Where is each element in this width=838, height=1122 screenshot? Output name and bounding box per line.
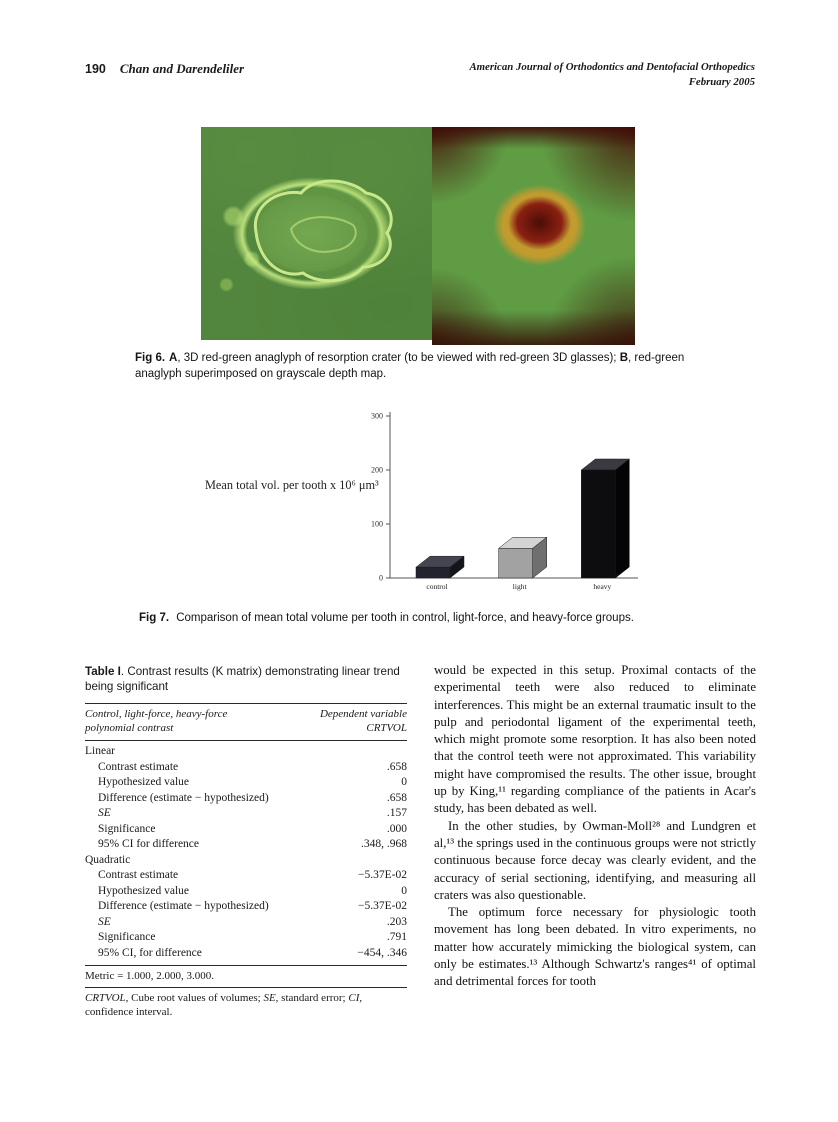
body-paragraph: In the other studies, by Owman-Moll²⁸ and Lundgren et al,¹³ the springs used in the continuous groups were not strictly continuous because force decay was clearly evident, and the accuracy of serial sectioning, identifying, and measuring all craters was also questionable. <box>434 818 756 902</box>
contrast-results-table <box>85 744 407 961</box>
table-title-label: Table I <box>85 665 121 678</box>
running-head-left <box>85 60 244 78</box>
running-head-right <box>469 60 755 89</box>
table-row <box>85 853 407 869</box>
fig6-part-b-label: B <box>619 352 628 364</box>
row-label: SE <box>98 807 111 819</box>
row-label: Difference (estimate − hypothesized) <box>98 900 269 912</box>
running-authors: Chan and Darendeliler <box>119 61 245 76</box>
row-value: .791 <box>386 931 407 943</box>
table-footnote-abbreviations: CRTVOL, Cube root values of volumes; SE, standard error; CI, confidence interval. <box>85 992 363 1018</box>
fig6-part-a-label: A <box>169 352 178 364</box>
fig6-caption-label: Fig 6. <box>135 352 166 364</box>
bar-heavy <box>581 470 615 578</box>
table-header-rule <box>85 740 407 741</box>
body-paragraph: would be expected in this setup. Proximal contacts of the experimental teeth were also reduced to eliminate interferences. This might be an external traumatic insult to the pulp and periodontal ligament of the experimental teeth, which might promote some resorption. It has also been noted that the control teeth were not approximated. This variability might have compromised the results. The other issue, brought up by King,¹¹ regarding compliance of the patients in Acar's study, has been debated as well. <box>434 663 756 816</box>
table-row <box>85 837 407 853</box>
row-value: .658 <box>386 791 407 804</box>
table-col2-header: Dependent variable CRTVOL <box>319 708 407 734</box>
table-row <box>85 822 407 838</box>
table-body <box>85 744 407 961</box>
x-category-label: control <box>426 582 448 591</box>
fig6-caption-text-b: , red-green anaglyph superimposed on grayscale depth map. <box>135 352 685 380</box>
table-row <box>85 775 407 791</box>
journal-issue: February 2005 <box>688 75 755 88</box>
y-tick-label: 100 <box>371 519 383 529</box>
fig7-caption-label: Fig 7. <box>139 612 170 624</box>
table-row <box>85 899 407 915</box>
figure6 <box>201 127 635 345</box>
bar-side-face <box>615 459 629 578</box>
journal-name: American Journal of Orthodontics and Dentofacial Orthopedics <box>469 61 755 73</box>
y-tick-label: 300 <box>371 411 383 421</box>
row-value: −5.37E-02 <box>358 869 407 881</box>
row-value: 0 <box>401 776 407 788</box>
table-row <box>85 744 407 760</box>
table-header-row <box>85 704 407 740</box>
row-label: Significance <box>98 931 156 943</box>
bar-light <box>499 548 533 578</box>
row-label: Contrast estimate <box>98 869 179 881</box>
body-text-column <box>434 662 756 991</box>
row-value: 0 <box>401 884 407 897</box>
table-row <box>85 791 407 807</box>
fig7-caption-text: Comparison of mean total volume per tooth in control, light-force, and heavy-force groups. <box>173 612 634 624</box>
table-row <box>85 915 407 931</box>
row-value <box>339 853 407 869</box>
row-value: −5.37E-02 <box>358 900 407 912</box>
table-row <box>85 946 407 962</box>
table-col1-header: Control, light-force, heavy-force polynomial contrast <box>85 708 228 734</box>
table-row <box>85 806 407 822</box>
row-label: Contrast estimate <box>98 760 179 773</box>
fig7-caption <box>139 611 739 627</box>
row-label: 95% CI for difference <box>98 838 200 850</box>
figure7-chart <box>200 406 660 602</box>
row-value: −454, .346 <box>357 946 407 959</box>
table-row <box>85 930 407 946</box>
table-row <box>85 884 407 900</box>
row-value: .658 <box>386 760 407 773</box>
x-category-label: light <box>512 582 527 591</box>
table-footnote-metric: Metric = 1.000, 2.000, 3.000. <box>85 970 215 982</box>
row-label: Difference (estimate − hypothesized) <box>98 791 269 804</box>
fig6-caption <box>135 351 707 382</box>
fig7-chart-svg <box>350 406 650 602</box>
page-number: 190 <box>85 62 106 76</box>
y-tick-label: 200 <box>371 465 383 475</box>
bar-control <box>416 567 450 578</box>
row-value: .157 <box>386 807 407 819</box>
running-head <box>85 60 755 89</box>
row-label: Linear <box>85 745 116 757</box>
row-label: SE <box>98 915 111 928</box>
body-paragraph: The optimum force necessary for physiologic tooth movement has long been debated. In vitro experiments, no matter how accurately mimicking the biological system, can only be estimates.¹³ Although Schwartz's ranges⁴¹ of optimal and detrimental forces for tooth <box>434 905 756 989</box>
row-label: Hypothesized value <box>98 776 190 788</box>
fig6-caption-text-a: , 3D red-green anaglyph of resorption crater (to be viewed with red-green 3D glasses); <box>177 352 620 364</box>
row-label: Significance <box>98 822 156 835</box>
table-1 <box>85 664 407 1023</box>
row-label: 95% CI, for difference <box>98 946 202 959</box>
table-row <box>85 868 407 884</box>
row-value: .000 <box>386 822 407 835</box>
y-tick-label: 0 <box>379 573 383 583</box>
table-title-text: . Contrast results (K matrix) demonstrating linear trend being significant <box>85 665 400 693</box>
chart-y-axis-label: Mean total vol. per tooth x 10⁶ μm³ <box>205 478 379 492</box>
fig6-image-a <box>201 127 432 340</box>
row-value: .348, .968 <box>361 838 407 850</box>
row-label: Quadratic <box>85 853 131 866</box>
x-category-label: heavy <box>593 582 612 591</box>
row-label: Hypothesized value <box>98 884 190 897</box>
fig6-image-b <box>432 127 635 345</box>
row-value: .203 <box>386 915 407 928</box>
row-value <box>339 744 407 760</box>
resorption-crater-outline <box>201 127 432 340</box>
table-title <box>85 664 407 694</box>
table-row <box>85 760 407 776</box>
